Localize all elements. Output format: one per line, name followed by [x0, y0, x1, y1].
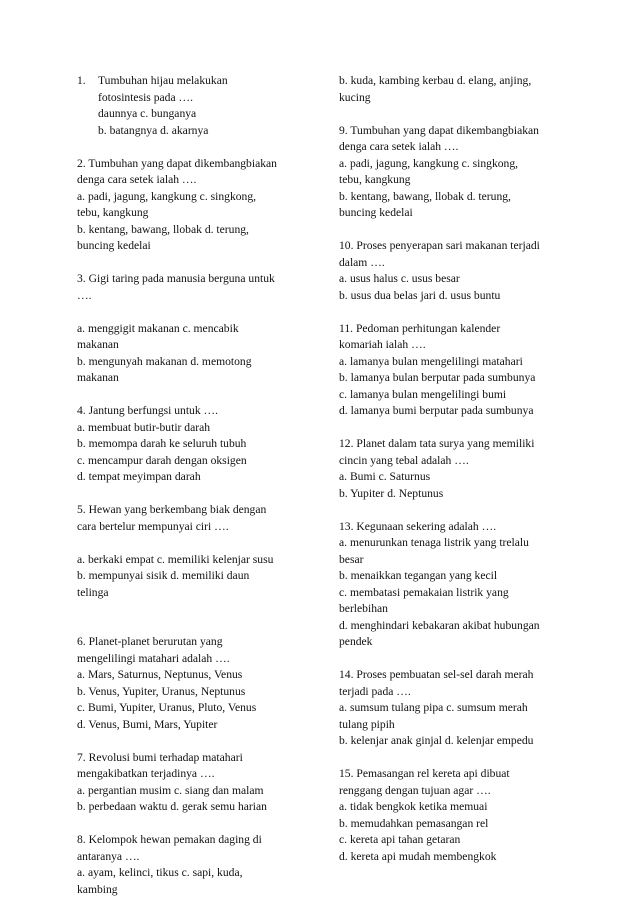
question-text: 14. Proses pembuatan sel-sel darah merah — [339, 668, 534, 681]
option-line: pendek — [339, 635, 373, 648]
left-column — [77, 73, 309, 915]
question-15 — [339, 766, 571, 865]
question-text: 9. Tumbuhan yang dapat dikembangbiakan — [339, 123, 539, 137]
question-1 — [77, 73, 309, 139]
option-line: d. kereta api mudah membengkok — [339, 849, 497, 863]
option-line: a. pergantian musim c. siang dan malam — [77, 783, 264, 797]
option-line: a. ayam, kelinci, tikus c. sapi, kuda, — [77, 866, 243, 879]
option-line: b. kentang, bawang, llobak d. terung, — [339, 189, 511, 203]
question-11 — [339, 321, 571, 420]
option-line: daunnya c. bunganya — [98, 107, 197, 120]
question-text: cara bertelur mempunyai ciri …. — [77, 519, 229, 533]
question-text: 10. Proses penyerapan sari makanan terjadi — [339, 239, 540, 252]
question-text: 12. Planet dalam tata surya yang memiliki — [339, 437, 535, 450]
question-14 — [339, 667, 571, 750]
question-text: dalam …. — [339, 255, 385, 269]
option-line: b. memompa darah ke seluruh tubuh — [77, 437, 247, 450]
option-line: a. lamanya bulan mengelilingi matahari — [339, 354, 523, 368]
option-line: b. perbedaan waktu d. gerak semu harian — [77, 800, 267, 813]
option-line: a. menurunkan tenaga listrik yang trelalu — [339, 536, 529, 549]
option-line: tulang pipih — [339, 717, 395, 731]
question-text: renggang dengan tujuan agar …. — [339, 783, 491, 797]
question-12 — [339, 436, 571, 502]
option-line: b. mengunyah makanan d. memotong — [77, 354, 252, 368]
question-9 — [339, 123, 571, 222]
question-text: 5. Hewan yang berkembang biak dengan — [77, 503, 267, 516]
option-line: a. menggigit makanan c. mencabik — [77, 321, 239, 335]
option-line: buncing kedelai — [77, 239, 151, 252]
option-line: tebu, kangkung — [339, 173, 411, 186]
option-line: c. mencampur darah dengan oksigen — [77, 453, 247, 467]
option-line: tebu, kangkung — [77, 206, 149, 219]
question-text: 15. Pemasangan rel kereta api dibuat — [339, 767, 510, 780]
question-text: terjadi pada …. — [339, 684, 411, 698]
option-line: makanan — [77, 338, 119, 351]
option-line: a. sumsum tulang pipa c. sumsum merah — [339, 701, 528, 714]
question-3 — [77, 271, 309, 304]
option-line: makanan — [77, 371, 119, 384]
question-text: 13. Kegunaan sekering adalah …. — [339, 519, 497, 533]
question-3-options — [77, 321, 309, 387]
option-line: a. tidak bengkok ketika memuai — [339, 800, 488, 813]
option-line: kambing — [77, 882, 118, 896]
question-text: 11. Pedoman perhitungan kalender — [339, 321, 501, 335]
question-text: 2. Tumbuhan yang dapat dikembangbiakan — [77, 156, 277, 170]
option-line: a. Mars, Saturnus, Neptunus, Venus — [77, 668, 243, 681]
option-line: b. kentang, bawang, llobak d. terung, — [77, 222, 249, 236]
question-line — [77, 73, 309, 90]
option-line: b. kelenjar anak ginjal d. kelenjar empedu — [339, 734, 534, 747]
question-text: 8. Kelompok hewan pemakan daging di — [77, 833, 262, 846]
question-5 — [77, 502, 309, 535]
question-text: 7. Revolusi bumi terhadap matahari — [77, 750, 243, 764]
option-line: besar — [339, 552, 364, 566]
question-text: …. — [77, 288, 92, 302]
option-line: b. memudahkan pemasangan rel — [339, 816, 489, 830]
question-text: antaranya …. — [77, 849, 140, 863]
option-line: buncing kedelai — [339, 206, 413, 219]
option-line: b. Yupiter d. Neptunus — [339, 486, 444, 500]
question-number: 1. — [77, 74, 86, 87]
question-8-continued — [339, 73, 571, 106]
option-line: b. kuda, kambing kerbau d. elang, anjing, — [339, 74, 532, 87]
question-text: cincin yang tebal adalah …. — [339, 453, 469, 467]
option-line: c. Bumi, Yupiter, Uranus, Pluto, Venus — [77, 701, 257, 714]
option-line: a. padi, jagung, kangkung c. singkong, — [77, 189, 257, 203]
option-line: a. membuat butir-butir darah — [77, 420, 211, 434]
question-text: 3. Gigi taring pada manusia berguna untuk — [77, 272, 275, 285]
option-line: a. berkaki empat c. memiliki kelenjar susu — [77, 552, 274, 566]
question-6 — [77, 634, 309, 733]
question-5-options — [77, 552, 309, 602]
option-line: telinga — [77, 585, 109, 599]
question-13 — [339, 519, 571, 651]
option-line: b. lamanya bulan berputar pada sumbunya — [339, 371, 536, 384]
question-10 — [339, 238, 571, 304]
option-line: c. membatasi pemakaian listrik yang — [339, 585, 509, 599]
option-line: c. lamanya bulan mengelilingi bumi — [339, 387, 507, 401]
question-text: denga cara setek ialah …. — [77, 173, 197, 186]
question-text: mengakibatkan terjadinya …. — [77, 767, 215, 780]
option-line: berlebihan — [339, 602, 388, 615]
question-text: mengelilingi matahari adalah …. — [77, 651, 230, 665]
question-2 — [77, 156, 309, 255]
question-text: komariah ialah …. — [339, 338, 426, 351]
option-line: b. batangnya d. akarnya — [98, 123, 209, 137]
question-text: Tumbuhan hijau melakukan — [98, 74, 228, 87]
question-text: 4. Jantung berfungsi untuk …. — [77, 404, 219, 417]
option-line: a. usus halus c. usus besar — [339, 272, 460, 285]
option-line: a. Bumi c. Saturnus — [339, 470, 431, 483]
option-line: a. padi, jagung, kangkung c. singkong, — [339, 156, 519, 170]
question-4 — [77, 403, 309, 486]
option-line: d. lamanya bumi berputar pada sumbunya — [339, 404, 534, 417]
option-line: d. menghindari kebakaran akibat hubungan — [339, 618, 540, 632]
option-line: d. tempat meyimpan darah — [77, 470, 201, 483]
question-text: denga cara setek ialah …. — [339, 140, 459, 153]
question-8 — [77, 832, 309, 898]
option-line: b. mempunyai sisik d. memiliki daun — [77, 569, 250, 582]
option-line: c. kereta api tahan getaran — [339, 833, 461, 846]
option-line: kucing — [339, 90, 371, 104]
option-line: b. usus dua belas jari d. usus buntu — [339, 288, 501, 302]
question-text: 6. Planet-planet berurutan yang — [77, 635, 223, 648]
question-text: fotosintesis pada …. — [98, 90, 193, 104]
question-7 — [77, 750, 309, 816]
option-line: b. Venus, Yupiter, Uranus, Neptunus — [77, 684, 246, 698]
right-column — [339, 73, 571, 882]
option-line: b. menaikkan tegangan yang kecil — [339, 569, 498, 582]
option-line: d. Venus, Bumi, Mars, Yupiter — [77, 717, 218, 731]
